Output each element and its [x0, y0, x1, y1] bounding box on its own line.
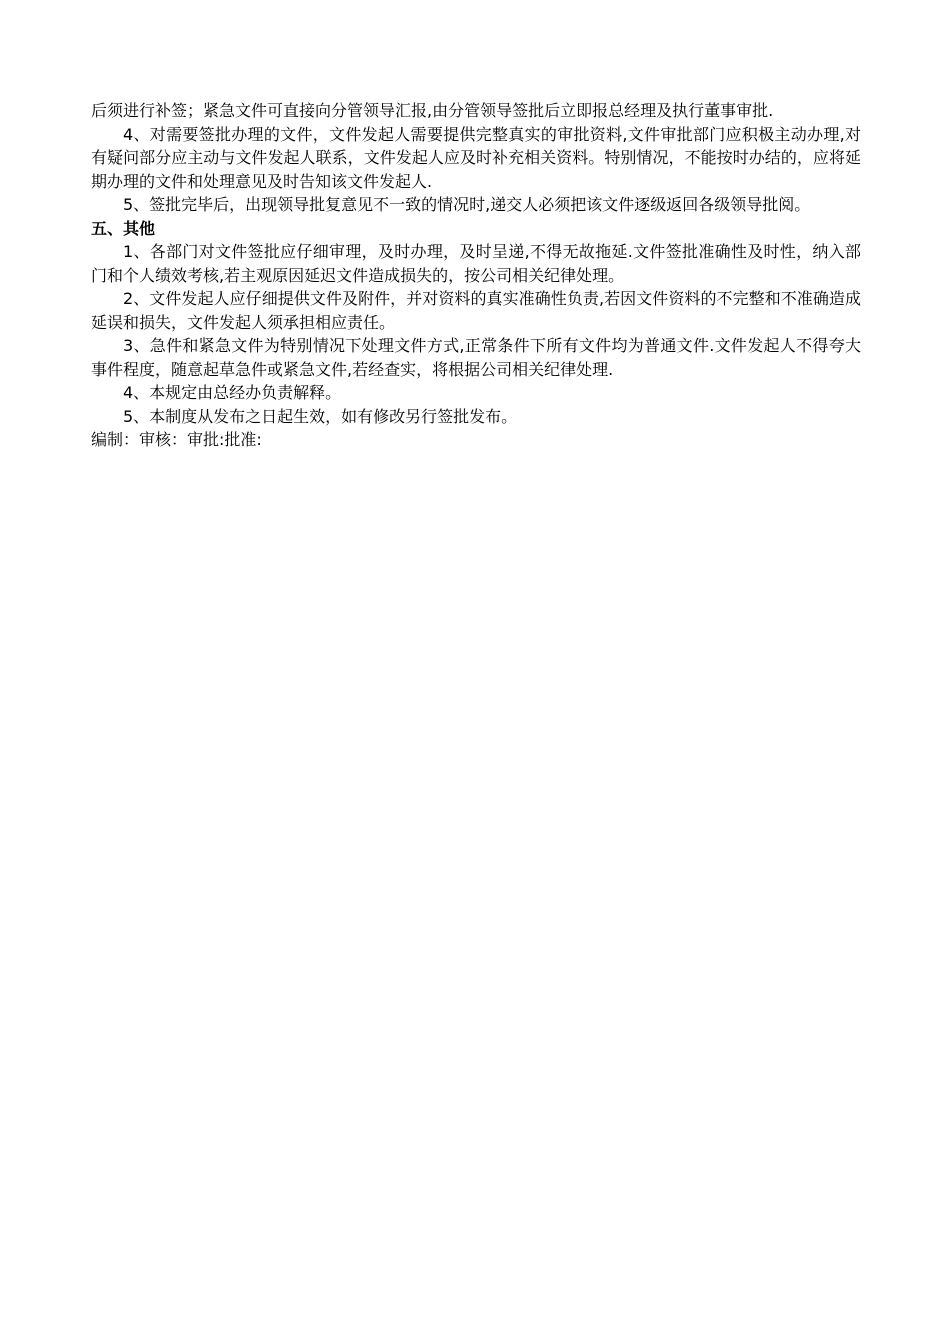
- paragraph-other-4: 4、本规定由总经办负责解释。: [123, 383, 342, 402]
- signature-line: 编制：审核：审批:批准:: [91, 430, 262, 449]
- section-heading-other: 五、其他: [91, 218, 156, 238]
- paragraph-other-2: 2、文件发起人应仔细提供文件及附件，并对资料的真实准确性负责,若因文件资料的不完整和不准确造成延误和损失，文件发起人须承担相应责任。: [91, 289, 861, 332]
- paragraph-item-5: 5、签批完毕后，出现领导批复意见不一致的情况时,递交人必须把该文件逐级返回各级领导批阅。: [123, 195, 811, 214]
- paragraph-item-4: 4、对需要签批办理的文件，文件发起人需要提供完整真实的审批资料,文件审批部门应积极主动办理,对有疑问部分应主动与文件发起人联系，文件发起人应及时补充相关资料。特别情况，不能按时办结的，应将延期办理的文件和处理意见及时告知该文件发起人.: [91, 124, 861, 191]
- paragraph-other-5: 5、本制度从发布之日起生效，如有修改另行签批发布。: [123, 406, 518, 426]
- paragraph-other-3: 3、急件和紧急文件为特别情况下处理文件方式,正常条件下所有文件均为普通文件.文件发起人不得夸大事件程度，随意起草急件或紧急文件,若经查实，将根据公司相关纪律处理.: [91, 336, 861, 379]
- paragraph-other-1: 1、各部门对文件签批应仔细审理，及时办理，及时呈递,不得无故拖延.文件签批准确性及时性，纳入部门和个人绩效考核,若主观原因延迟文件造成损失的，按公司相关纪律处理。: [91, 242, 861, 285]
- document-page: [91, 99, 861, 452]
- paragraph-continuation: 后须进行补签；紧急文件可直接向分管领导汇报,由分管领导签批后立即报总经理及执行董事审批.: [91, 101, 774, 120]
